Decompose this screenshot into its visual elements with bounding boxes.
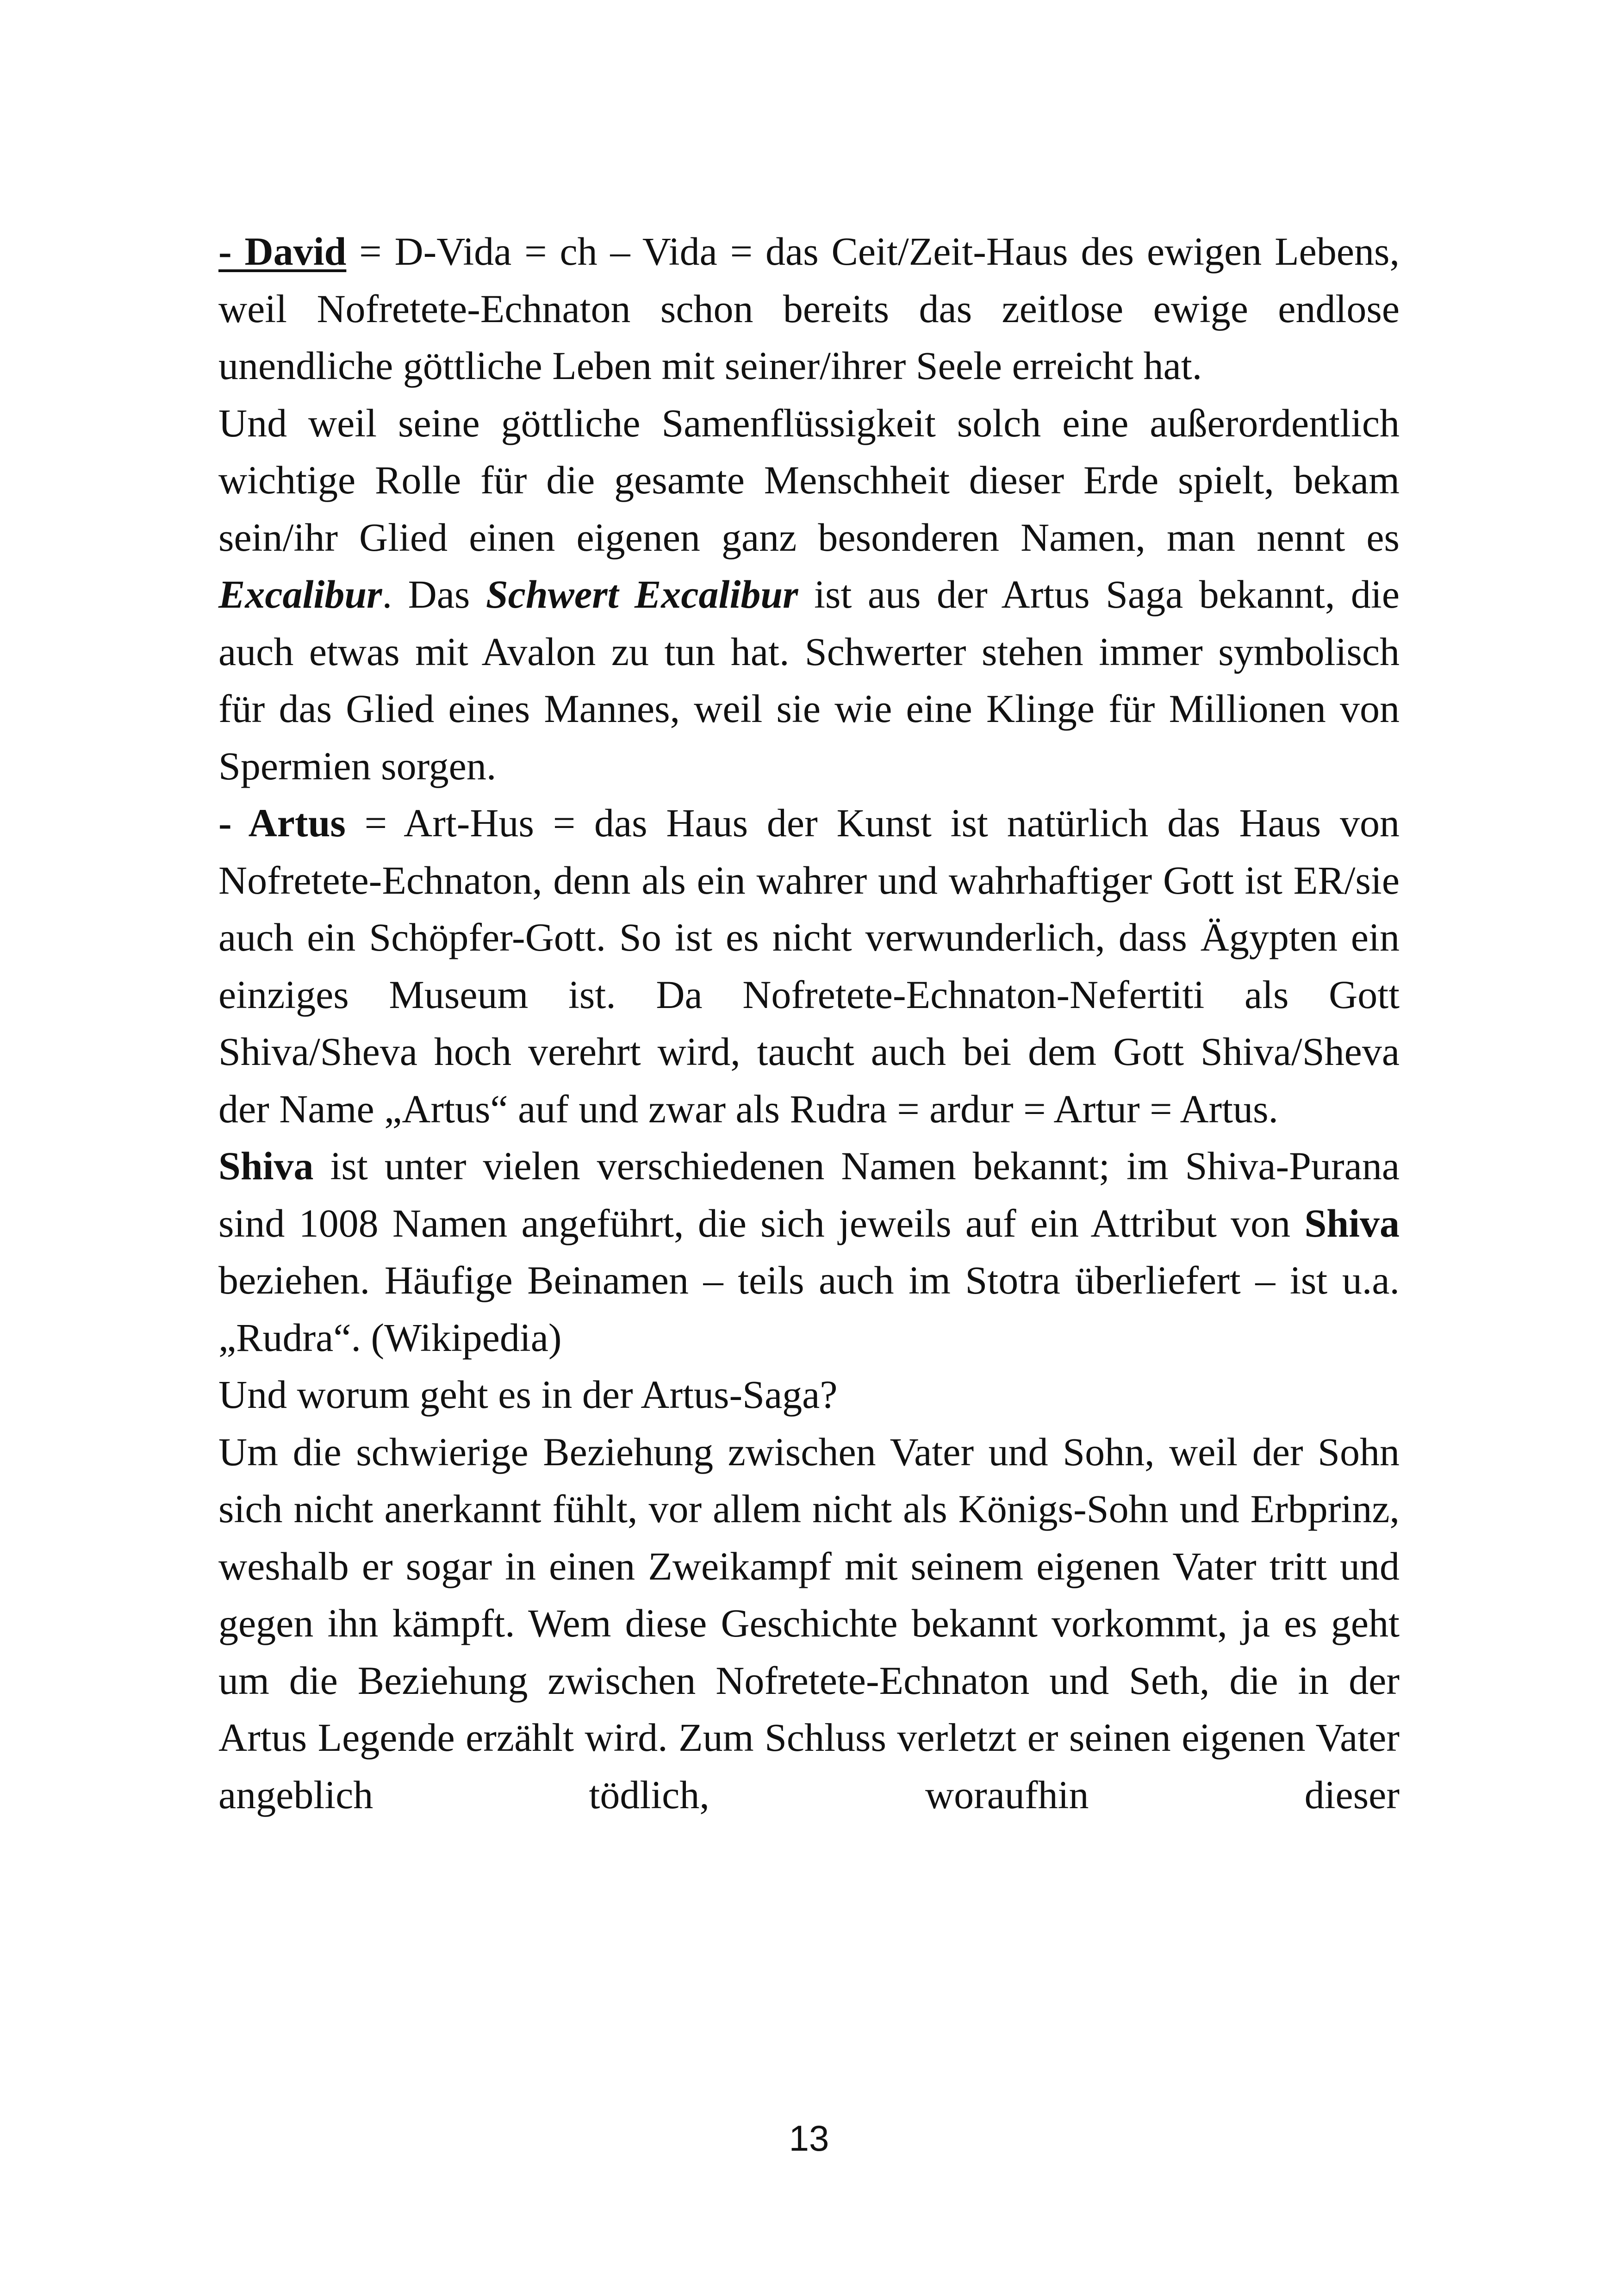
term-artus: - Artus [218, 801, 346, 845]
term-shiva-1: Shiva [218, 1144, 314, 1188]
paragraph-artus [218, 795, 1400, 1138]
paragraph-excalibur-text-b: . Das [382, 572, 486, 616]
term-excalibur: Excalibur [218, 572, 382, 616]
page-number: 13 [789, 2118, 829, 2159]
paragraph-question-text: Und worum geht es in der Artus-Saga? [218, 1372, 838, 1417]
paragraph-shiva [218, 1138, 1400, 1366]
paragraph-david [218, 223, 1400, 395]
paragraph-saga-text: Um die schwierige Beziehung zwischen Vater und Sohn, weil der Sohn sich nicht anerkannt fühlt, vor allem nicht als Königs-Sohn und Erbprinz, weshalb er sogar in einen Zweikampf mit seinem eigenen Vater tritt und gegen ihn kämpft. Wem diese Geschichte bekannt vorkommt, ja es geht um die Beziehung zwischen Nofretete-Echnaton und Seth, die in der Artus Legende erzählt wird. Zum Schluss verletzt er seinen eigenen Vater angeblich tödlich, woraufhin dieser [218, 1429, 1400, 1817]
paragraph-excalibur [218, 395, 1400, 795]
term-david: - David [218, 229, 347, 274]
term-schwert-excalibur: Schwert Excalibur [485, 572, 798, 616]
paragraph-shiva-text-b: beziehen. Häufige Beinamen – teils auch im Stotra überliefert – ist u.a. „Rudra“. (Wikipedia) [218, 1258, 1400, 1360]
body-text [218, 223, 1400, 1823]
paragraph-artus-text: = Art-Hus = das Haus der Kunst ist natürlich das Haus von Nofretete-Echnaton, denn als ein wahrer und wahrhaftiger Gott ist ER/sie auch ein Schöpfer-Gott. So ist es nicht verwunderlich, dass Ägypten ein einziges Museum ist. Da Nofretete-Echnaton-Nefertiti als Gott Shiva/Sheva hoch verehrt wird, taucht auch bei dem Gott Shiva/Sheva der Name „Artus“ auf und zwar als Rudra = ardur = Artur = Artus. [218, 801, 1400, 1131]
term-shiva-2: Shiva [1304, 1201, 1400, 1245]
paragraph-excalibur-text-c: ist aus der Artus Saga bekannt, die auch etwas mit Avalon zu tun hat. Schwerter stehen immer symbolisch für das Glied eines Mannes, weil sie wie eine Klinge für Millionen von Spermien sorgen. [218, 572, 1400, 788]
paragraph-saga [218, 1424, 1400, 1824]
paragraph-david-text: = D-Vida = ch – Vida = das Ceit/Zeit-Haus des ewigen Lebens, weil Nofretete-Echnaton schon bereits das zeitlose ewige endlose unendliche göttliche Leben mit seiner/ihrer Seele erreicht hat. [218, 229, 1400, 388]
paragraph-question [218, 1366, 1400, 1424]
paragraph-excalibur-text-a: Und weil seine göttliche Samenflüssigkeit solch eine außerordentlich wichtige Rolle für die gesamte Menschheit dieser Erde spielt, bekam sein/ihr Glied einen eigenen ganz besonderen Namen, man nennt es [218, 400, 1400, 560]
paragraph-shiva-text-a: ist unter vielen verschiedenen Namen bekannt; im Shiva-Purana sind 1008 Namen angeführt, die sich jeweils auf ein Attribut von [218, 1144, 1400, 1245]
